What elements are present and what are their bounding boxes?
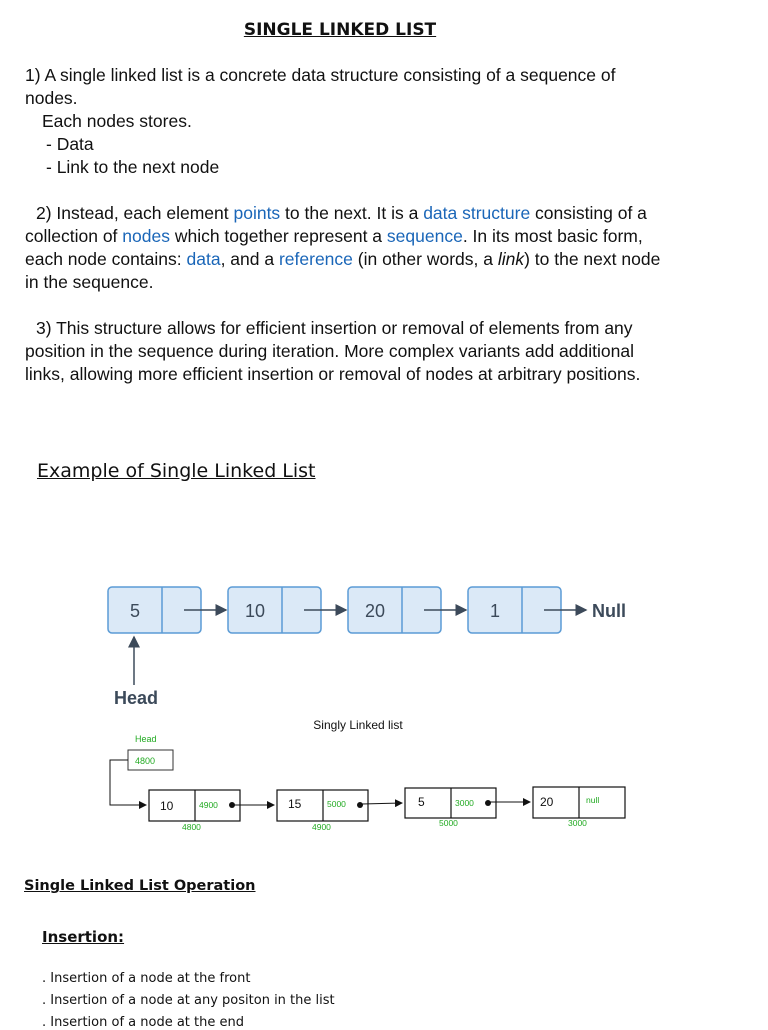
address-node-4-next: null <box>586 795 600 805</box>
singly-linked-list-address-diagram <box>0 715 700 840</box>
address-node-1-address: 4800 <box>182 822 201 832</box>
address-node-3 <box>405 788 496 828</box>
address-node-2 <box>277 790 368 832</box>
paragraph-2-line-1: 2) Instead, each element points to the next. It is a data structure consisting of a <box>36 203 647 223</box>
paragraph-1-item-link: - Link to the next node <box>46 157 220 177</box>
address-node-1-data: 10 <box>160 799 174 813</box>
link-data-structure[interactable]: data structure <box>423 203 531 223</box>
node-4-value: 1 <box>489 601 501 621</box>
link-reference[interactable]: reference <box>278 249 353 269</box>
address-node-2-next: 5000 <box>327 799 346 809</box>
address-node-4-address: 3000 <box>568 818 587 828</box>
address-node-1 <box>149 790 240 832</box>
address-node-2-address: 4900 <box>312 822 331 832</box>
paragraph-3-line-3: links, allowing more efficient insertion or removal of nodes at arbitrary positions. <box>25 364 641 384</box>
paragraph-1-line-1: 1) A single linked list is a concrete data structure consisting of a sequence of <box>25 65 616 85</box>
address-node-3-data: 5 <box>418 795 425 809</box>
paragraph-1-line-2: nodes. <box>25 88 78 108</box>
link-sequence[interactable]: sequence <box>386 226 463 246</box>
address-node-3-address: 5000 <box>439 818 458 828</box>
node-3-value: 20 <box>364 601 386 621</box>
address-node-4 <box>533 787 625 828</box>
paragraph-2-line-4: in the sequence. <box>25 272 154 292</box>
page-title: SINGLE LINKED LIST <box>243 20 437 40</box>
link-points[interactable]: points <box>233 203 281 223</box>
diagram-caption: Singly Linked list <box>313 718 403 732</box>
insertion-item-any-position: . Insertion of a node at any positon in the list <box>42 993 335 1008</box>
paragraph-1-item-data: - Data <box>46 134 94 154</box>
paragraph-3-line-2: position in the sequence during iteration. More complex variants add additional <box>25 341 634 361</box>
insertion-heading: Insertion: <box>42 928 125 946</box>
node-1-value: 5 <box>129 601 141 621</box>
address-node-3-next: 3000 <box>455 798 474 808</box>
insertion-item-end: . Insertion of a node at the end <box>42 1015 244 1030</box>
paragraph-2-line-2: collection of nodes which together represent a sequence. In its most basic form, <box>25 226 643 246</box>
null-label: Null <box>592 601 626 621</box>
paragraph-3-line-1: 3) This structure allows for efficient insertion or removal of elements from any <box>36 318 633 338</box>
linked-list-diagram <box>0 575 700 715</box>
insertion-item-front: . Insertion of a node at the front <box>42 971 251 986</box>
link-nodes[interactable]: nodes <box>122 226 170 246</box>
node-2-value: 10 <box>244 601 266 621</box>
address-node-2-data: 15 <box>288 797 302 811</box>
paragraph-1-line-3: Each nodes stores. <box>42 111 192 131</box>
head-pointer-value: 4800 <box>135 756 156 766</box>
head-pointer-label: Head <box>135 734 157 744</box>
link-data[interactable]: data <box>186 249 221 269</box>
address-node-4-data: 20 <box>540 795 554 809</box>
operations-heading: Single Linked List Operation <box>24 878 256 894</box>
paragraph-2-line-3: each node contains: data, and a reference (in other words, a link) to the next node <box>25 249 661 269</box>
example-heading: Example of Single Linked List <box>37 460 316 482</box>
head-label: Head <box>114 688 159 708</box>
address-node-1-next: 4900 <box>199 800 218 810</box>
